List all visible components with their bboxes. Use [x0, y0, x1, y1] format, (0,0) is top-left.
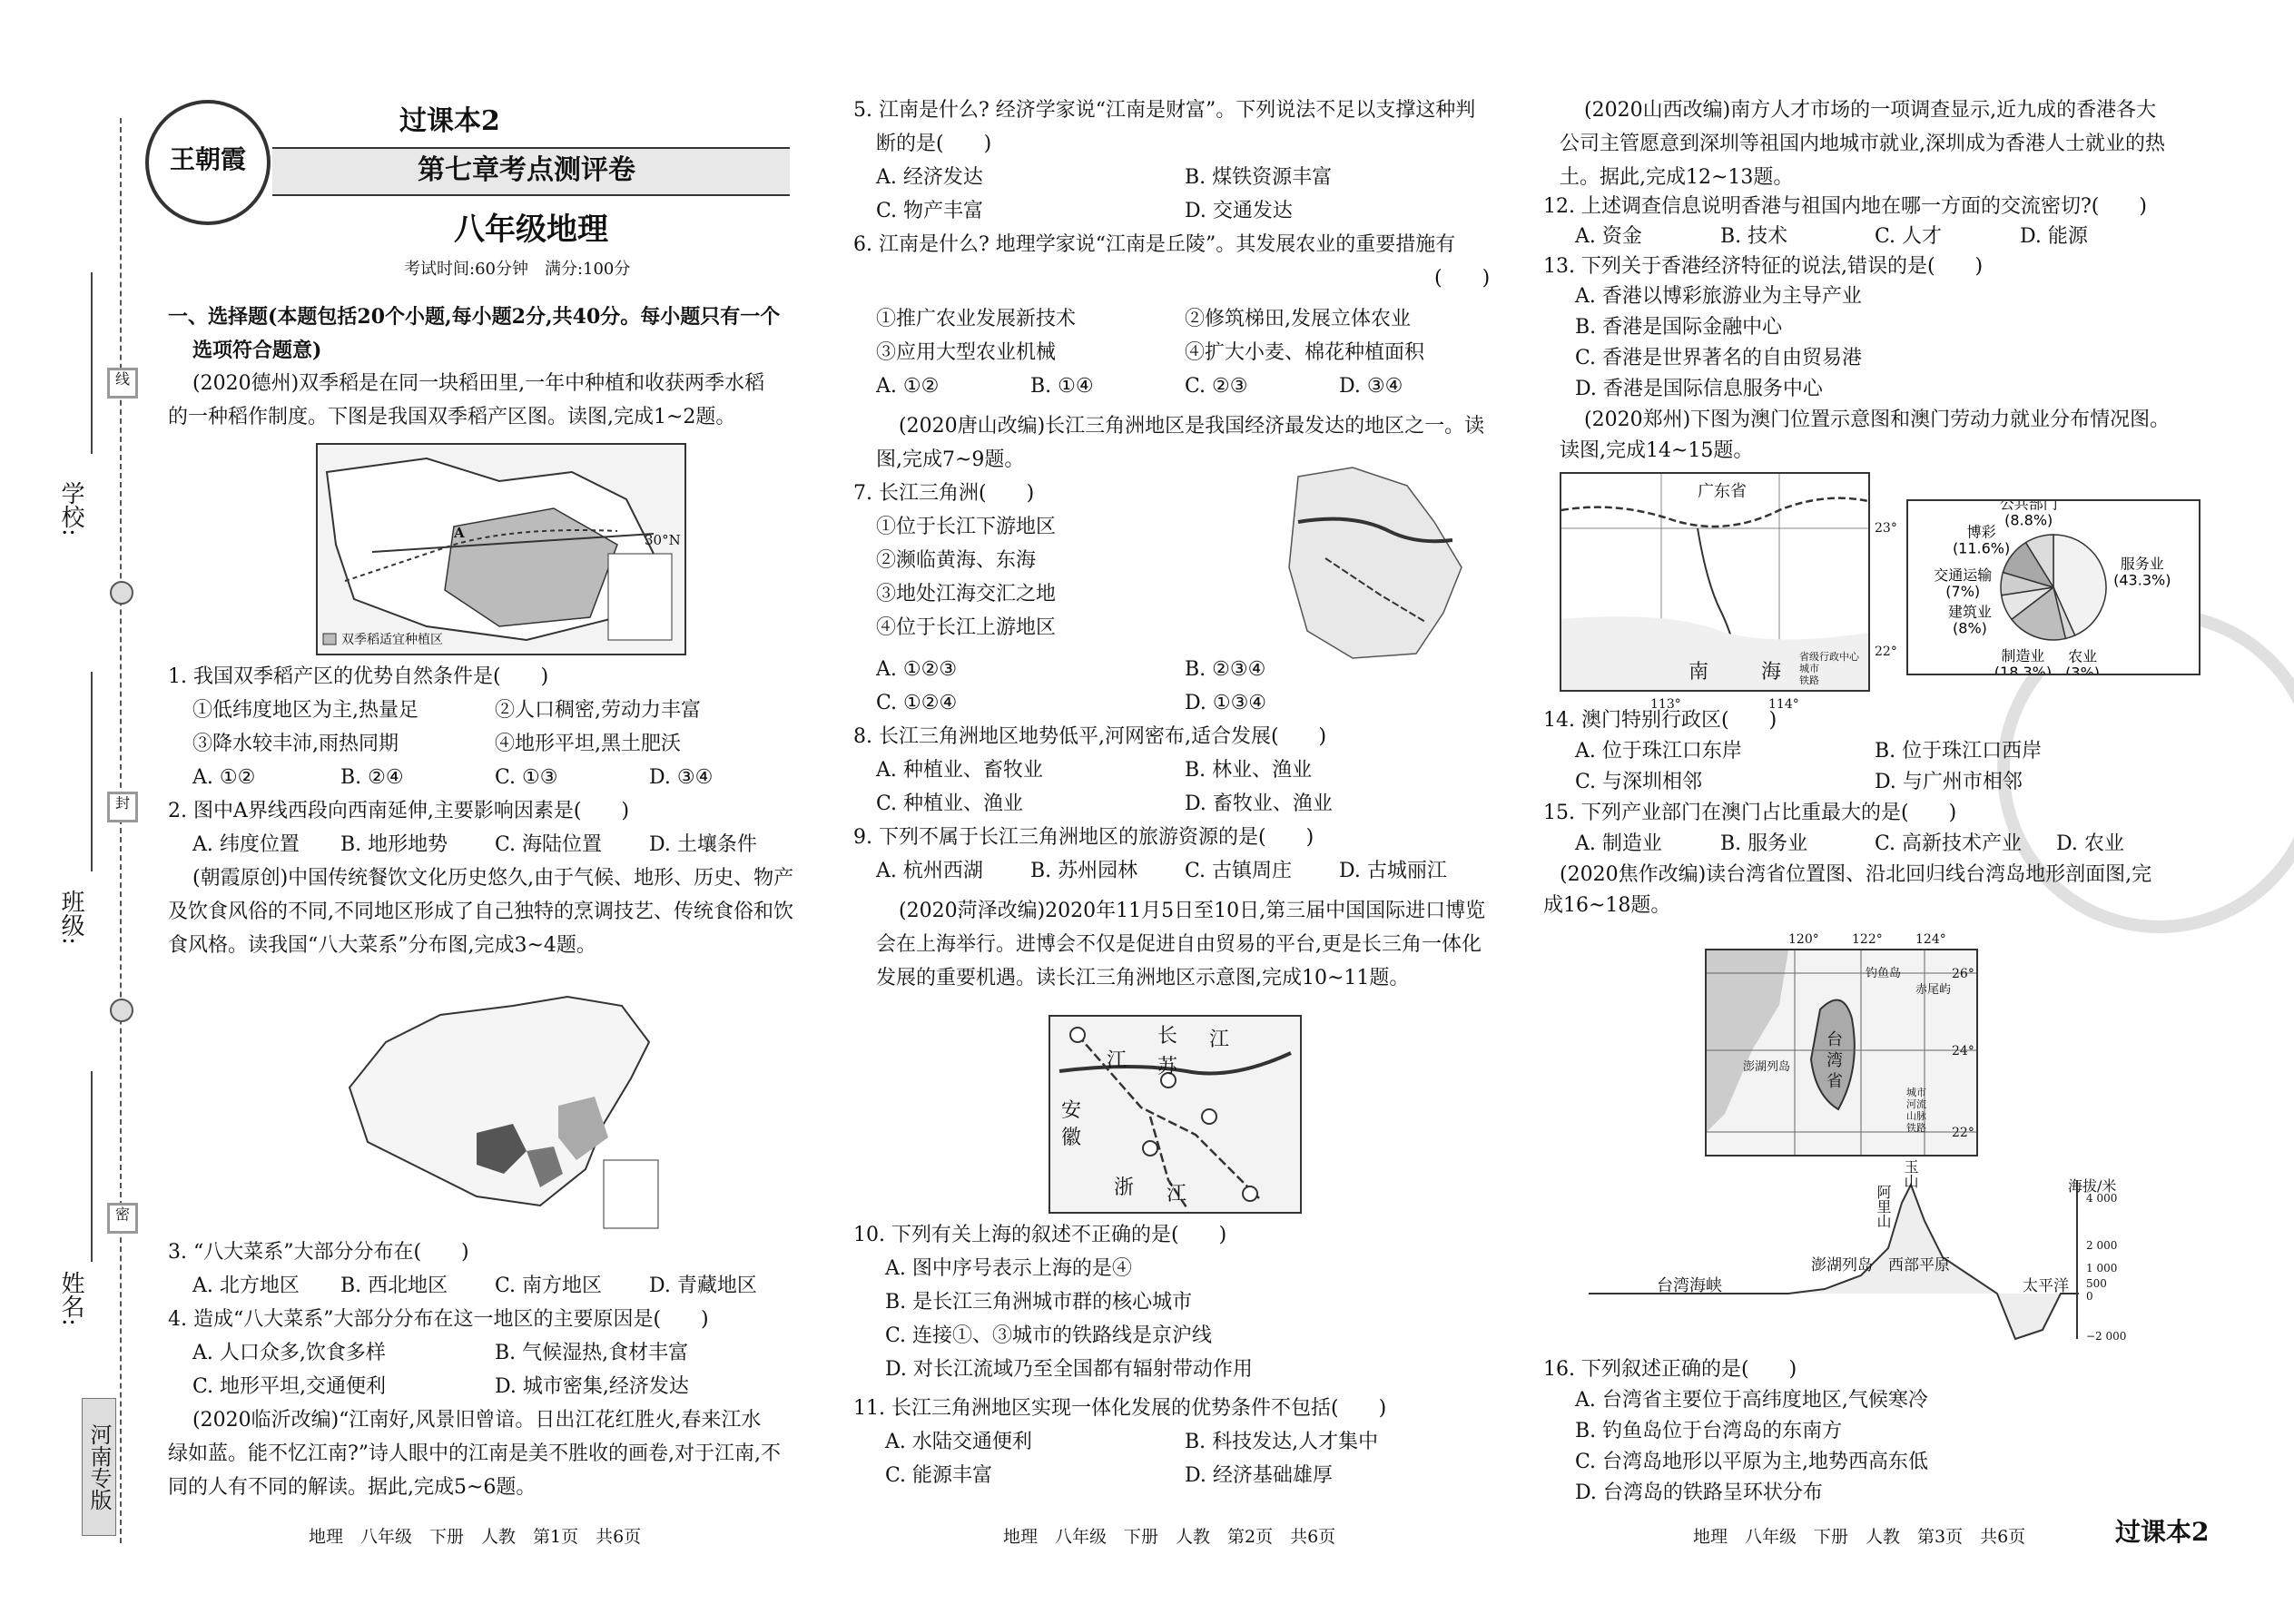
q7-option-1: ①位于长江下游地区: [876, 516, 1057, 538]
question-3: 3. “八大菜系”大部分分布在( ): [168, 1241, 469, 1264]
binding-hole-2: [110, 999, 133, 1022]
pie-label-name-3: 建筑业: [1947, 603, 1992, 621]
q6-option-3: ③应用大型农业机械: [876, 341, 1057, 364]
q9-choice-a[interactable]: A. 杭州西湖: [876, 860, 983, 882]
q14-choice-b[interactable]: B. 位于珠江口西岸: [1875, 740, 2043, 763]
map-label-hui: 徽: [1061, 1127, 1082, 1149]
q11-choice-d[interactable]: D. 经济基础雄厚: [1185, 1464, 1333, 1487]
profile-penghu: 澎湖列岛: [1811, 1256, 1873, 1275]
tw-lat-22: 22°: [1952, 1126, 1974, 1140]
map-label-jiang-3: 江: [1209, 1029, 1230, 1051]
sea-label-1: 南: [1689, 661, 1709, 684]
q13-choice-a[interactable]: A. 香港以博彩旅游业为主导产业: [1575, 285, 1862, 308]
q16-choice-b[interactable]: B. 钓鱼岛位于台湾岛的东南方: [1575, 1420, 1843, 1442]
seal-mark-3: 密: [107, 1203, 138, 1234]
macau-location-map: [1560, 472, 1897, 712]
tick-2000: 2 000: [2086, 1239, 2118, 1252]
question-16: 16. 下列叙述正确的是( ): [1543, 1358, 1797, 1381]
map1-line-label: A: [454, 525, 465, 541]
pie-label-name-6: 公共部门: [1999, 501, 2058, 513]
question-6b: ( ): [1434, 267, 1491, 290]
q16-choice-a[interactable]: A. 台湾省主要位于高纬度地区,气候寒冷: [1575, 1389, 1928, 1412]
question-9: 9. 下列不属于长江三角洲地区的旅游资源的是( ): [853, 826, 1314, 849]
intro-5c: 发展的重要机遇。读长江三角洲地区示意图,完成10~11题。: [876, 967, 1410, 989]
intro-2b: 及饮食风俗的不同,不同地区形成了自己独特的烹调技艺、传统食俗和饮: [168, 901, 793, 923]
q11-choice-b[interactable]: B. 科技发达,人才集中: [1185, 1431, 1379, 1453]
south-sea-inset: [608, 554, 672, 640]
intro-2c: 食风格。读我国“八大菜系”分布图,完成3~4题。: [168, 934, 596, 957]
school-blank[interactable]: [91, 272, 93, 454]
q16-choice-d[interactable]: D. 台湾岛的铁路呈环状分布: [1575, 1481, 1823, 1504]
q1-choice-a[interactable]: A. ①②: [192, 766, 256, 789]
q15-choice-b[interactable]: B. 服务业: [1720, 832, 1808, 855]
pie-label-value-3: (8%): [1953, 619, 1987, 637]
subject-title: 八年级地理: [454, 212, 608, 248]
q12-choice-b[interactable]: B. 技术: [1720, 225, 1788, 248]
q1-choice-d[interactable]: D. ③④: [649, 766, 714, 789]
intro-6b: 公司主管愿意到深圳等祖国内地城市就业,深圳成为香港人士就业的热: [1560, 133, 2165, 155]
q13-choice-c[interactable]: C. 香港是世界著名的自由贸易港: [1575, 347, 1863, 369]
section-heading-2: 选项符合题意): [192, 339, 322, 362]
province-label: 广东省: [1698, 482, 1747, 501]
q9-choice-d[interactable]: D. 古城丽江: [1339, 860, 1447, 882]
class-blank[interactable]: [91, 672, 93, 871]
employment-pie-chart: [1906, 499, 2200, 675]
cuisine-map: [331, 979, 672, 1233]
publisher-logo: [145, 100, 271, 225]
pie-label-value-4: (7%): [1945, 582, 1981, 600]
q1-option-2: ②人口稠密,劳动力丰富: [495, 699, 701, 722]
q3-choice-a[interactable]: A. 北方地区: [192, 1275, 300, 1297]
tw-legend-river: 河流: [1906, 1098, 1926, 1110]
q6-choice-b[interactable]: B. ①④: [1030, 375, 1094, 398]
q1-option-3: ③降水较丰沛,雨热同期: [192, 733, 399, 755]
tick-0: 0: [2086, 1290, 2093, 1303]
series-title: 过课本2: [399, 105, 500, 137]
q1-choice-b[interactable]: B. ②④: [340, 766, 404, 789]
intro-7b: 读图,完成14~15题。: [1560, 439, 1754, 462]
altitude-axis-label: 海拔/米: [2068, 1177, 2117, 1195]
q6-option-1: ①推广农业发展新技术: [876, 308, 1077, 330]
strait-label: 台湾海峡: [1657, 1276, 1722, 1295]
seal-line: [120, 118, 122, 1543]
pie-label-name-5: 博彩: [1966, 523, 1996, 541]
intro-7: (2020郑州)下图为澳门位置示意图和澳门劳动力就业分布情况图。: [1584, 408, 2171, 431]
q4-choice-a[interactable]: A. 人口众多,饮食多样: [192, 1342, 386, 1364]
q15-choice-a[interactable]: A. 制造业: [1575, 832, 1662, 855]
q8-choice-d[interactable]: D. 畜牧业、渔业: [1185, 792, 1333, 815]
map1-legend: 双季稻适宜种植区: [341, 633, 443, 647]
pie-label-name-1: 农业: [2068, 647, 2098, 665]
seal-mark-2: 封: [107, 792, 138, 822]
island-label-1: 台: [1826, 1030, 1843, 1049]
lat-23-label: 23°: [1875, 521, 1897, 536]
q16-choice-c[interactable]: C. 台湾岛地形以平原为主,地势西高东低: [1575, 1451, 1929, 1473]
intro-8b: 成16~18题。: [1543, 894, 1671, 917]
q5-choice-b[interactable]: B. 煤铁资源丰富: [1185, 166, 1333, 189]
q5-choice-c[interactable]: C. 物产丰富: [876, 200, 984, 222]
legend-swatch: [323, 634, 336, 645]
q7-choice-d[interactable]: D. ①③④: [1185, 692, 1267, 714]
map-label-zhe: 浙: [1114, 1176, 1135, 1199]
q15-choice-c[interactable]: C. 高新技术产业: [1875, 832, 2023, 855]
question-7: 7. 长江三角洲( ): [853, 482, 1035, 505]
q11-choice-a[interactable]: A. 水陆交通便利: [885, 1431, 1032, 1453]
pie-label-value-5: (11.6%): [1952, 539, 2011, 557]
city-1: [1070, 1028, 1085, 1042]
alishan-label: 阿里山: [1875, 1185, 1892, 1228]
intro-1b: 的一种稻作制度。下图是我国双季稻产区图。读图,完成1~2题。: [168, 406, 736, 428]
binding-hole-1: [110, 581, 133, 605]
q6-option-2: ②修筑梯田,发展立体农业: [1185, 308, 1411, 330]
question-15: 15. 下列产业部门在澳门占比重最大的是( ): [1543, 802, 1957, 824]
q15-choice-d[interactable]: D. 农业: [2056, 832, 2124, 855]
q11-choice-c[interactable]: C. 能源丰富: [885, 1464, 993, 1487]
legend-city: 城市: [1799, 663, 1819, 674]
tick-1000: 1 000: [2086, 1262, 2118, 1275]
sea-label-2: 海: [1761, 661, 1782, 684]
tw-lat-24: 24°: [1952, 1044, 1974, 1058]
intro-6: (2020山西改编)南方人才市场的一项调查显示,近九成的香港各大: [1584, 99, 2157, 122]
q12-choice-d[interactable]: D. 能源: [2020, 225, 2088, 248]
q7-option-2: ②濒临黄海、东海: [876, 549, 1037, 572]
delta-land: [1289, 468, 1462, 658]
q2-choice-b[interactable]: B. 地形地势: [340, 833, 448, 856]
cuisine-map-svg: [331, 979, 672, 1233]
pie-svg: [1908, 501, 2199, 674]
island-label-3: 省: [1826, 1072, 1843, 1091]
q14-choice-a[interactable]: A. 位于珠江口东岸: [1575, 740, 1742, 763]
profile-pacific: 太平洋: [2023, 1277, 2069, 1295]
exam-info: 考试时间:60分钟 满分:100分: [404, 260, 631, 279]
map-label-an: 安: [1061, 1099, 1082, 1122]
name-blank[interactable]: [91, 1071, 93, 1262]
taiwan-terrain-profile: [1589, 1159, 2133, 1357]
q3-choice-c[interactable]: C. 南方地区: [495, 1275, 603, 1297]
diaoyu-label: 钓鱼岛: [1866, 967, 1902, 980]
q4-choice-c[interactable]: C. 地形平坦,交通便利: [192, 1375, 387, 1398]
map-label-su: 苏: [1157, 1056, 1178, 1078]
brand-footer: 过课本2: [2115, 1517, 2210, 1547]
q10-choice-b[interactable]: B. 是长江三角洲城市群的核心城市: [885, 1291, 1193, 1314]
q10-choice-c[interactable]: C. 连接①、③城市的铁路线是京沪线: [885, 1324, 1213, 1347]
name-label: 姓名:: [57, 1271, 84, 1326]
rice-map-svg: [318, 445, 684, 654]
lon-113-label: 113°: [1650, 697, 1681, 712]
q2-choice-d[interactable]: D. 土壤条件: [649, 833, 757, 856]
penghu-label: 澎湖列岛: [1743, 1060, 1791, 1074]
question-6: 6. 江南是什么? 地理学家说“江南是丘陵”。其发展农业的重要措施有: [853, 233, 1456, 256]
question-10: 10. 下列有关上海的叙述不正确的是( ): [853, 1224, 1227, 1246]
question-5: 5. 江南是什么? 经济学家说“江南是财富”。下列说法不足以支撑这种判: [853, 99, 1476, 122]
q1-choice-c[interactable]: C. ①③: [495, 766, 558, 789]
map-label-jiang-2: 江: [1167, 1183, 1187, 1206]
cuisine-inset: [604, 1160, 658, 1228]
city-4: [1143, 1141, 1157, 1156]
q7-choice-b[interactable]: B. ②③④: [1185, 658, 1266, 681]
tw-legend-mountain: 山脉: [1906, 1110, 1926, 1122]
intro-4: (2020唐山改编)长江三角洲地区是我国经济最发达的地区之一。读: [899, 415, 1485, 438]
tw-lon-120: 120°: [1788, 932, 1819, 947]
q6-choice-d[interactable]: D. ③④: [1339, 375, 1403, 398]
profile-western-plain: 西部平原: [1888, 1256, 1950, 1275]
q4-choice-b[interactable]: B. 气候湿热,食材丰富: [495, 1342, 689, 1364]
tw-lat-26: 26°: [1952, 967, 1974, 981]
q8-choice-b[interactable]: B. 林业、渔业: [1185, 759, 1313, 782]
yangtze-delta-schematic: [1049, 1015, 1302, 1214]
school-label: 学校:: [57, 481, 84, 536]
logo-text: 王朝霞: [169, 144, 246, 174]
taiwan-location-map: [1705, 932, 1978, 1156]
q6-choice-c[interactable]: C. ②③: [1185, 375, 1248, 398]
city-5: [1243, 1186, 1257, 1201]
q7-option-3: ③地处江海交汇之地: [876, 583, 1057, 605]
q14-choice-d[interactable]: D. 与广州市相邻: [1875, 771, 2023, 793]
pie-label-value-1: (3%): [2065, 664, 2101, 674]
q6-choice-a[interactable]: A. ①②: [876, 375, 940, 398]
pie-label-name-4: 交通运输: [1934, 566, 1993, 584]
lon-114-label: 114°: [1768, 697, 1799, 712]
pie-label-value-2: (18.3%): [1994, 663, 2053, 674]
q7-option-4: ④位于长江上游地区: [876, 616, 1057, 639]
q1-option-4: ④地形平坦,黑土肥沃: [495, 733, 681, 755]
question-12: 12. 上述调查信息说明香港与祖国内地在哪一方面的交流密切?( ): [1543, 195, 2147, 218]
q9-choice-c[interactable]: C. 古镇周庄: [1185, 860, 1293, 882]
q3-choice-d[interactable]: D. 青藏地区: [649, 1275, 757, 1297]
intro-5b: 会在上海举行。进博会不仅是促进自由贸易的平台,更是长三角一体化: [876, 933, 1482, 956]
q2-choice-c[interactable]: C. 海陆位置: [495, 833, 603, 856]
question-11: 11. 长江三角洲地区实现一体化发展的优势条件不包括( ): [853, 1397, 1387, 1420]
legend-capital: 省级行政中心: [1799, 651, 1859, 663]
yushan-label: 玉山: [1902, 1159, 1919, 1188]
edition-badge: 河南专版: [82, 1398, 116, 1536]
legend-rail: 铁路: [1799, 674, 1819, 686]
section-heading: 一、选择题(本题包括20个小题,每小题2分,共40分。每小题只有一个: [168, 305, 781, 329]
q14-choice-c[interactable]: C. 与深圳相邻: [1575, 771, 1703, 793]
seal-mark-1: 线: [107, 368, 138, 399]
question-4: 4. 造成“八大菜系”大部分分布在这一地区的主要原因是( ): [168, 1308, 709, 1331]
intro-3c: 同的人有不同的解读。据此,完成5~6题。: [168, 1476, 537, 1499]
footer-page-1: 地理 八年级 下册 人教 第1页 共6页: [309, 1527, 642, 1547]
map1-lat: 30°N: [645, 532, 681, 548]
delta-map-svg: [1280, 458, 1475, 667]
q8-choice-c[interactable]: C. 种植业、渔业: [876, 792, 1024, 815]
intro-5: (2020菏泽改编)2020年11月5日至10日,第三届中国国际进口博览: [899, 900, 1486, 922]
pie-label-name-2: 制造业: [2001, 646, 2045, 664]
intro-4b: 图,完成7~9题。: [876, 448, 1025, 471]
pie-label-value-6: (8.8%): [2004, 511, 2053, 529]
chapter-title: 第七章考点测评卷: [418, 154, 635, 186]
tw-lon-122: 122°: [1852, 932, 1883, 947]
q7-choice-c[interactable]: C. ①②④: [876, 692, 958, 714]
tick-4000: 4 000: [2086, 1192, 2118, 1205]
q12-choice-a[interactable]: A. 资金: [1575, 225, 1642, 248]
q7-choice-a[interactable]: A. ①②③: [876, 658, 958, 681]
yangtze-delta-map: [1280, 458, 1475, 667]
question-2: 2. 图中A界线西段向西南延伸,主要影响因素是( ): [168, 800, 630, 822]
q9-choice-b[interactable]: B. 苏州园林: [1030, 860, 1138, 882]
q12-choice-c[interactable]: C. 人才: [1875, 225, 1943, 248]
class-label: 班级:: [57, 890, 84, 945]
map-label-jiang: 江: [1107, 1049, 1127, 1072]
q1-option-1: ①低纬度地区为主,热量足: [192, 699, 418, 722]
tick-500: 500: [2086, 1277, 2107, 1290]
intro-3b: 绿如蓝。能不忆江南?”诗人眼中的江南是美不胜收的画卷,对于江南,不: [168, 1442, 782, 1465]
intro-6c: 土。据此,完成12~13题。: [1560, 166, 1794, 189]
q2-choice-a[interactable]: A. 纬度位置: [192, 833, 300, 856]
question-13: 13. 下列关于香港经济特征的说法,错误的是( ): [1543, 255, 1984, 278]
map-label-chang: 长: [1157, 1025, 1178, 1048]
footer-page-2: 地理 八年级 下册 人教 第2页 共6页: [1003, 1527, 1336, 1547]
chiwei-label: 赤尾屿: [1915, 983, 1952, 997]
tw-legend-rail: 铁路: [1906, 1122, 1926, 1134]
q13-choice-d[interactable]: D. 香港是国际信息服务中心: [1575, 378, 1823, 400]
intro-3: (2020临沂改编)“江南好,风景旧曾谙。日出江花红胜火,春来江水: [192, 1409, 762, 1432]
q13-choice-b[interactable]: B. 香港是国际金融中心: [1575, 316, 1783, 339]
pie-label-value-0: (43.3%): [2113, 571, 2171, 589]
tick-minus-2000: −2 000: [2086, 1330, 2127, 1343]
tw-lon-124: 124°: [1915, 932, 1946, 947]
q5-choice-d[interactable]: D. 交通发达: [1185, 200, 1293, 222]
intro-8: (2020焦作改编)读台湾省位置图、沿北回归线台湾岛地形剖面图,完: [1560, 863, 2152, 886]
intro-2: (朝霞原创)中国传统餐饮文化历史悠久,由于气候、地形、历史、物产: [192, 867, 794, 890]
question-8: 8. 长江三角洲地区地势低平,河网密布,适合发展( ): [853, 725, 1327, 748]
footer-page-3: 地理 八年级 下册 人教 第3页 共6页: [1693, 1527, 2026, 1547]
question-1: 1. 我国双季稻产区的优势自然条件是( ): [168, 665, 549, 688]
city-3: [1202, 1109, 1216, 1124]
question-14: 14. 澳门特别行政区( ): [1543, 709, 1777, 732]
q6-option-4: ④扩大小麦、棉花种植面积: [1185, 341, 1425, 364]
island-label-2: 湾: [1826, 1051, 1843, 1070]
q10-choice-d[interactable]: D. 对长江流域乃至全国都有辐射带动作用: [885, 1358, 1253, 1381]
mainland-coast: [1707, 950, 1791, 1132]
q5-choice-a[interactable]: A. 经济发达: [876, 166, 983, 189]
intro-1: (2020德州)双季稻是在同一块稻田里,一年中种植和收获两季水稻: [192, 372, 765, 395]
q4-choice-d[interactable]: D. 城市密集,经济发达: [495, 1375, 689, 1398]
q8-choice-a[interactable]: A. 种植业、畜牧业: [876, 759, 1043, 782]
q3-choice-b[interactable]: B. 西北地区: [340, 1275, 448, 1297]
q10-choice-a[interactable]: A. 图中序号表示上海的是④: [885, 1257, 1132, 1280]
pie-label-name-0: 服务业: [2120, 555, 2164, 573]
question-5b: 断的是( ): [876, 133, 992, 155]
lat-22-label: 22°: [1875, 645, 1897, 659]
rice-region-map: [316, 443, 686, 655]
tw-legend-city: 城市: [1906, 1087, 1926, 1098]
